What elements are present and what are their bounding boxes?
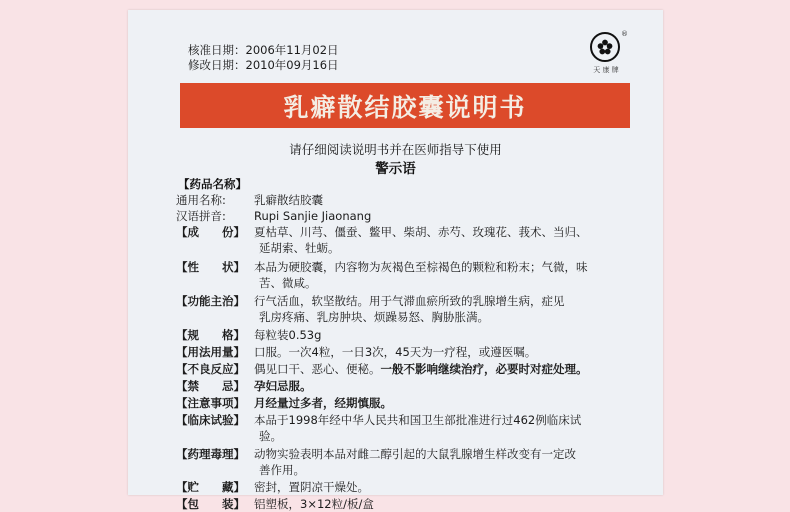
package-row (176, 496, 374, 512)
revision-date: 修改日期：2010年09月16日 (188, 58, 339, 72)
composition-label: 【成 份】 (176, 225, 245, 239)
package-label: 【包 装】 (176, 497, 245, 511)
character-row (176, 259, 588, 275)
function-line-1: 行气活血，软坚散结。用于气滞血瘀所致的乳腺增生病，症见 (254, 294, 565, 308)
function-label: 【功能主治】 (176, 294, 245, 308)
toxicology-line-1: 动物实验表明本品对雌二醇引起的大鼠乳腺增生样改变有一定改 (254, 447, 576, 461)
character-line-1: 本品为硬胶囊，内容物为灰褐色至棕褐色的颗粒和粉末；气微，味 (254, 260, 588, 274)
function-row (176, 293, 565, 309)
storage-value: 密封，置阴凉干燥处。 (254, 480, 369, 494)
storage-label: 【贮 藏】 (176, 480, 245, 494)
usage-row (176, 344, 536, 360)
warning-heading: 警示语 (375, 161, 416, 177)
adverse-row (176, 361, 588, 377)
generic-name-row (176, 192, 323, 208)
approval-date: 核准日期：2006年11月02日 (188, 43, 339, 57)
package-value: 铝塑板，3×12粒/板/盒 (254, 497, 374, 511)
caution-value: 月经量过多者，经期慎服。 (254, 396, 392, 410)
function-line-2: 乳房疼痛、乳房肿块、烦躁易怒、胸胁胀满。 (259, 310, 489, 324)
adverse-value-b: 一般不影响继续治疗，必要时对症处理。 (380, 362, 588, 376)
spec-value: 每粒装0.53g (254, 328, 322, 342)
pinyin-label: 汉语拼音: (176, 209, 226, 223)
drug-name-section: 【药品名称】 (178, 177, 247, 191)
clinical-trial-label: 【临床试验】 (176, 413, 245, 427)
usage-label: 【用法用量】 (176, 345, 245, 359)
caution-label: 【注意事项】 (176, 396, 245, 410)
toxicology-row (176, 446, 576, 462)
character-label: 【性 状】 (176, 260, 245, 274)
toxicology-label: 【药理毒理】 (176, 447, 245, 461)
adverse-value-a: 偶见口干、恶心、便秘。 (254, 362, 381, 376)
composition-row (176, 224, 588, 240)
brand-logo (590, 32, 620, 62)
pinyin-value: Rupi Sanjie Jiaonang (254, 209, 372, 223)
usage-value: 口服。一次4粒，一日3次，45天为一疗程，或遵医嘱。 (254, 345, 537, 359)
pinyin-row (176, 208, 371, 224)
registered-mark: ® (621, 30, 628, 38)
generic-name-label: 通用名称: (176, 193, 226, 207)
usage-notice: 请仔细阅读说明书并在医师指导下使用 (289, 142, 502, 157)
character-line-2: 苦、微咸。 (259, 276, 317, 290)
generic-name-value: 乳癖散结胶囊 (254, 193, 323, 207)
spec-label: 【规 格】 (176, 328, 245, 342)
logo-caption: 天 康 牌 (593, 66, 619, 74)
clinical-trial-line-1: 本品于1998年经中华人民共和国卫生部批准进行过462例临床试 (254, 413, 582, 427)
clinical-trial-line-2: 验。 (259, 429, 282, 443)
composition-line-1: 夏枯草、川芎、僵蚕、鳖甲、柴胡、赤芍、玫瑰花、莪术、当归、 (254, 225, 588, 239)
caution-row (176, 395, 392, 411)
contraindication-row (176, 378, 312, 394)
contraindication-label: 【禁 忌】 (176, 379, 245, 393)
composition-line-2: 延胡索、牡蛎。 (259, 241, 340, 255)
title-banner (180, 83, 630, 128)
contraindication-value: 孕妇忌服。 (254, 379, 312, 393)
leaflet-page (128, 10, 663, 511)
spec-row (176, 327, 321, 343)
document-title: 乳癖散结胶囊说明书 (283, 92, 527, 122)
adverse-label: 【不良反应】 (176, 362, 245, 376)
clinical-trial-row (176, 412, 581, 428)
storage-row (176, 479, 369, 495)
flower-icon (596, 38, 614, 56)
toxicology-line-2: 善作用。 (259, 463, 305, 477)
